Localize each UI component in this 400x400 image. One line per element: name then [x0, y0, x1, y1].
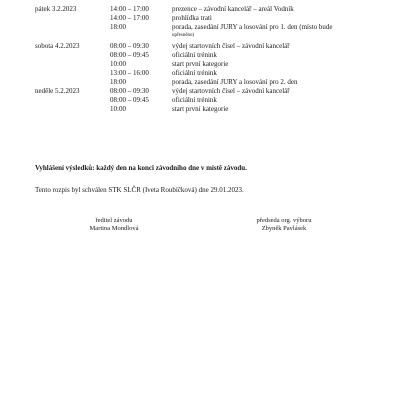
schedule-text: start první kategorie: [172, 105, 229, 113]
schedule-text: porada, zasedání JURY a losování pro 1. den (místo bude: [172, 23, 333, 31]
schedule-note-text: upřesněno): [172, 33, 195, 38]
schedule-text: výdej startovních čísel – závodní kancelář: [172, 87, 290, 95]
schedule-time: 08:00 – 09:45: [110, 51, 149, 59]
schedule-text: oficiální trénink: [172, 51, 217, 59]
schedule-row: [110, 96, 217, 105]
schedule-time: 10:00: [110, 105, 126, 113]
schedule-row: [110, 5, 294, 14]
signature-role: předseda org. výboru: [256, 217, 312, 224]
approval-statement: Tento rozpis byl schválen STK SLČR (Iveta Roubíčková) dne 29.01.2023.: [35, 186, 244, 194]
schedule-text: oficiální trénink: [172, 96, 217, 104]
schedule-row: [110, 87, 290, 96]
schedule-row: [110, 51, 217, 60]
schedule-text: prohlídka trati: [172, 14, 212, 22]
signature-name: Martina Mondlová: [89, 225, 139, 232]
schedule-time: 08:00 – 09:30: [110, 87, 149, 95]
schedule-time: 14:00 – 17:00: [110, 5, 149, 13]
schedule-row: [110, 105, 228, 114]
day-label-saturday: sobota 4.2.2023: [35, 42, 80, 50]
schedule-text: oficiální trénink: [172, 69, 217, 77]
schedule-time: 08:00 – 09:45: [110, 96, 149, 104]
schedule-row: [110, 42, 290, 51]
schedule-time: 18:00: [110, 78, 126, 86]
schedule-row: [110, 14, 212, 23]
results-notice: Vyhlášení výsledků: každý den na konci závodního dne v místě závodu.: [35, 164, 247, 172]
signature-block-director: [83, 217, 145, 233]
schedule-row: [110, 78, 298, 87]
day-label-sunday: neděle 5.2.2023: [35, 87, 80, 95]
schedule-time: 10:00: [110, 60, 126, 68]
schedule-time: 13:00 – 16:00: [110, 69, 149, 77]
schedule-row: [110, 69, 217, 78]
signature-block-chair: [249, 217, 319, 233]
schedule-text: porada, zasedání JURY a losování pro 2. den: [172, 78, 298, 86]
schedule-row-note: [110, 33, 194, 39]
schedule-text: start první kategorie: [172, 60, 229, 68]
signature-name: Zbyněk Pavlásek: [261, 225, 307, 232]
schedule-row: [110, 60, 228, 69]
day-label-friday: pátek 3.2.2023: [35, 5, 77, 13]
schedule-time: 18:00: [110, 23, 126, 31]
schedule-text: prezence – závodní kancelář – areál Vodník: [172, 5, 294, 13]
schedule-text: výdej startovních čísel – závodní kancelář: [172, 42, 290, 50]
signature-role: ředitel závodu: [95, 217, 133, 224]
schedule-time: 14:00 – 17:00: [110, 14, 149, 22]
schedule-time: 08:00 – 09:30: [110, 42, 149, 50]
schedule-row: [110, 23, 333, 32]
